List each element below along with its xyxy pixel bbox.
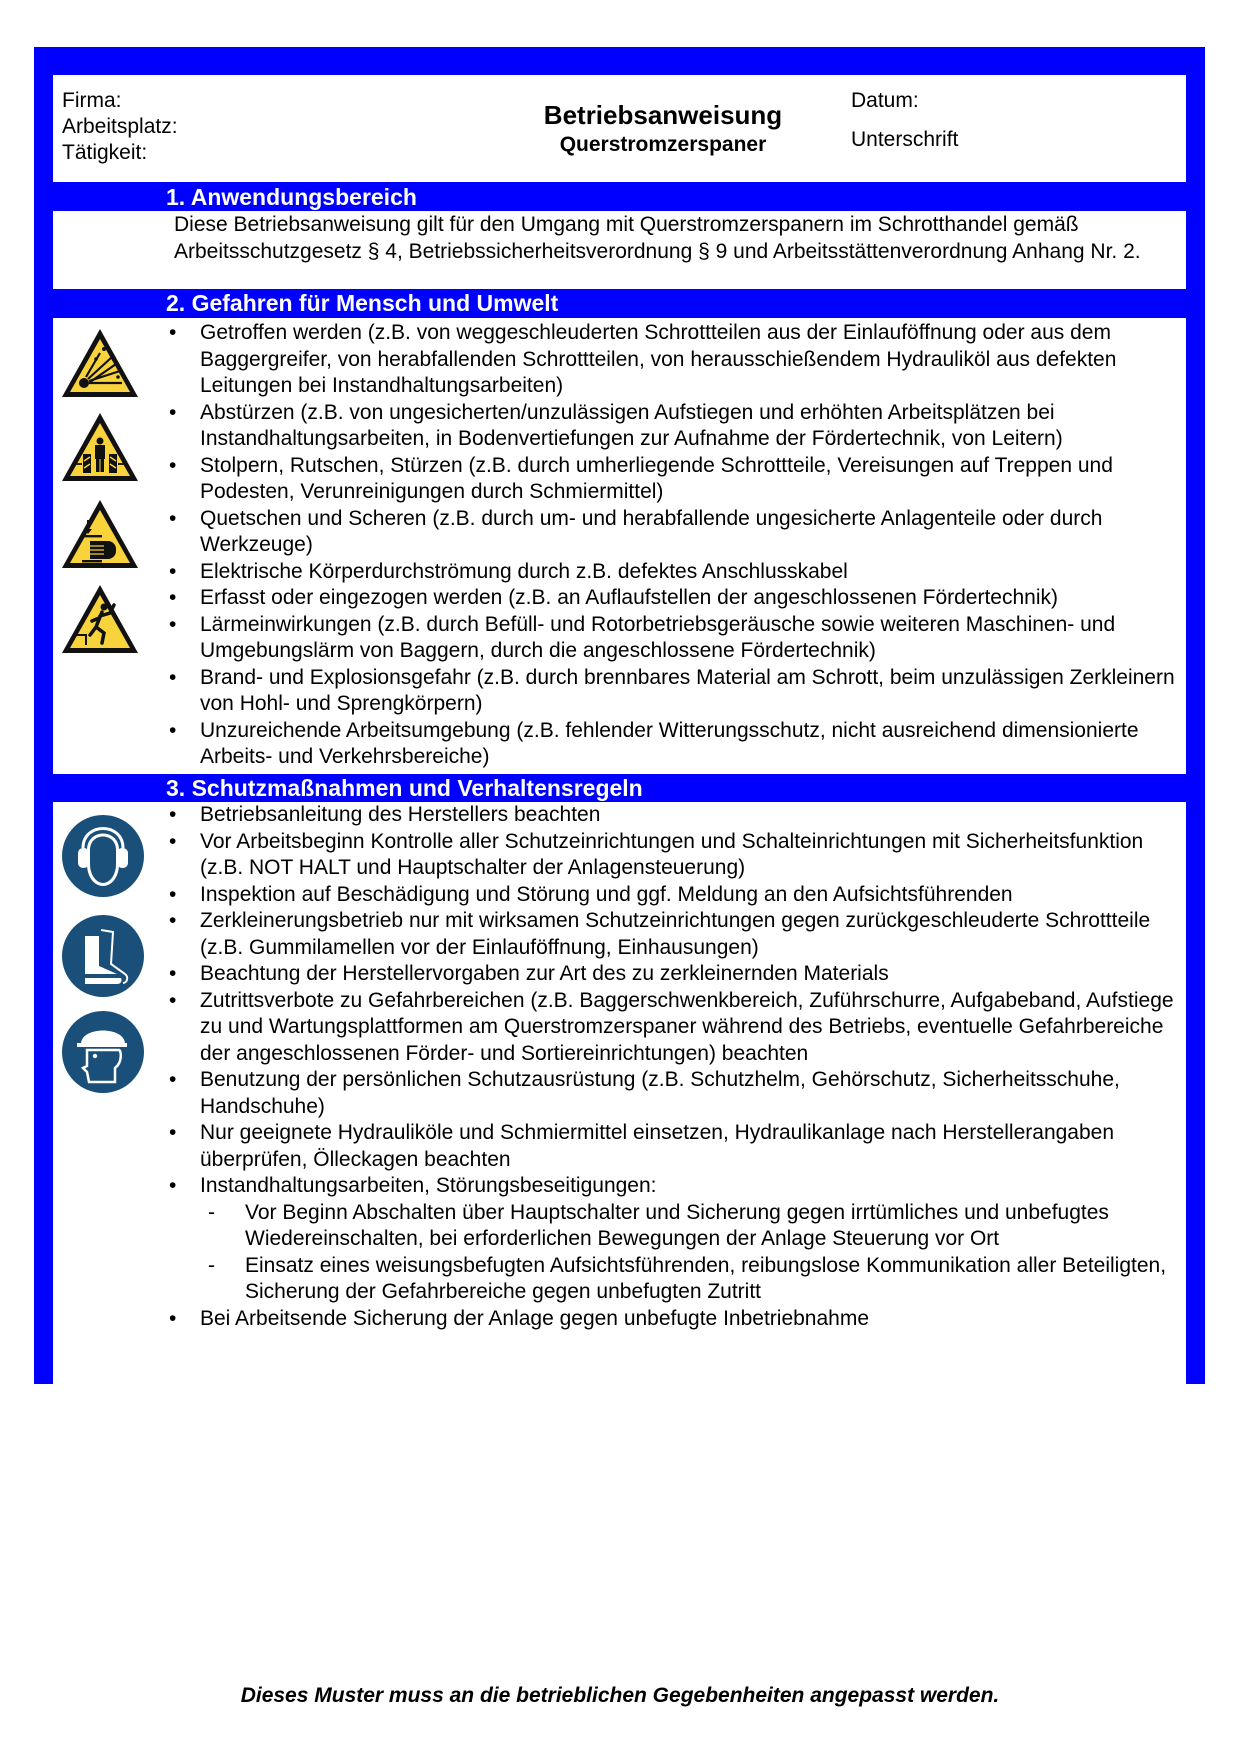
field-datum: Datum: bbox=[851, 89, 919, 112]
bullet-icon: • bbox=[169, 559, 177, 583]
field-arbeitsplatz: Arbeitsplatz: bbox=[62, 115, 178, 138]
header-fields-left bbox=[62, 88, 178, 166]
bullet-icon: • bbox=[169, 612, 177, 636]
bullet-icon: • bbox=[169, 665, 177, 689]
bullet-icon: • bbox=[169, 1121, 177, 1144]
document-subtitle: Querstromzerspaner bbox=[559, 133, 767, 156]
bullet-icon: • bbox=[169, 882, 177, 906]
scope-text: Diese Betriebsanweisung gilt für den Umgang mit Querstromzerspanern im Schrotthandel gemäß Arbeitsschutzgesetz § 4, Betriebssicherheitsverordnung § 9 und Arbeitsstättenverordnung Anhang Nr. 2. bbox=[174, 213, 1141, 263]
safety-boots-icon bbox=[61, 914, 145, 998]
bullet-icon: • bbox=[169, 453, 177, 477]
bullet-icon: • bbox=[169, 506, 177, 530]
hazard-text: Abstürzen (z.B. von ungesicherten/unzulässigen Aufstiegen und erhöhten Arbeitsplätzen bei Instandhaltungsarbeiten, in Bodenvertiefungen zur Aufnahme der Fördertechnik, von Leitern) bbox=[200, 400, 1063, 450]
safety-helmet-icon bbox=[61, 1010, 145, 1094]
section-body-3 bbox=[53, 802, 1186, 1362]
ear-protection-icon bbox=[61, 814, 145, 898]
bullet-icon: • bbox=[169, 321, 177, 344]
hazard-item bbox=[169, 665, 1178, 718]
fall-hazard-warning-icon bbox=[60, 583, 140, 655]
section-heading-3: 3. Schutzmaßnahmen und Verhaltensregeln bbox=[166, 775, 643, 801]
explosive-warning-icon bbox=[60, 327, 140, 399]
measure-item bbox=[169, 961, 1178, 988]
measure-item bbox=[169, 829, 1178, 882]
bullet-icon: • bbox=[169, 718, 177, 742]
bullet-icon: • bbox=[169, 1306, 177, 1330]
hazard-text: Elektrische Körperdurchströmung durch z.B. defektes Anschlusskabel bbox=[200, 559, 848, 583]
dash-icon: - bbox=[208, 1200, 215, 1224]
bullet-icon: • bbox=[169, 829, 177, 853]
hazard-list bbox=[169, 320, 1178, 771]
document-header bbox=[53, 75, 1186, 182]
hazard-text: Getroffen werden (z.B. von weggeschleuderten Schrottteilen aus der Einlauföffnung oder aus dem Baggergreifer, von herabfallenden Schrottteilen, von herausschießendem Hydrauliköl aus defekten Leitungen bei Instandhaltungsarbeiten) bbox=[200, 321, 1117, 397]
measure-text: Betriebsanleitung des Herstellers beachten bbox=[200, 803, 601, 826]
bullet-icon: • bbox=[169, 909, 177, 932]
measure-text: Zerkleinerungsbetrieb nur mit wirksamen Schutzeinrichtungen gegen zurückgeschleuderte Schrottteile (z.B. Gummilamellen vor der Einlauföffnung, Einhausungen) bbox=[200, 909, 1151, 959]
field-firma: Firma: bbox=[62, 89, 122, 112]
maintenance-subitem bbox=[200, 1200, 1178, 1253]
measure-text: Zutrittsverbote zu Gefahrbereichen (z.B. Baggerschwenkbereich, Zuführschurre, Aufgabeband, Aufstiege zu und Wartungsplattformen am Querstromzerspaner während des Betriebs, eventuelle Gefahrbereiche der angeschlossenen Förder- und Sortiereinrichtungen) beachten bbox=[200, 988, 1174, 1065]
bullet-icon: • bbox=[169, 803, 177, 826]
bullet-icon: • bbox=[169, 586, 177, 609]
hazard-text: Brand- und Explosionsgefahr (z.B. durch brennbares Material am Schrott, beim unzulässigen Zerkleinern von Hohl- und Sprengkörpern) bbox=[200, 665, 1175, 715]
hazard-item bbox=[169, 612, 1178, 665]
footer-note: Dieses Muster muss an die betrieblichen Gegebenheiten angepasst werden. bbox=[240, 1684, 1000, 1707]
crushing-warning-icon bbox=[60, 411, 140, 483]
measure-text: Vor Arbeitsbeginn Kontrolle aller Schutzeinrichtungen und Schalteinrichtungen mit Sicherheitsfunktion (z.B. NOT HALT und Hauptschalter der Anlagensteuerung) bbox=[200, 829, 1144, 879]
measure-item bbox=[169, 908, 1178, 961]
section-body-2 bbox=[53, 318, 1186, 774]
hazard-item bbox=[169, 559, 1178, 586]
measure-text: Nur geeignete Hydrauliköle und Schmiermittel einsetzen, Hydraulikanlage nach Herstellerangaben überprüfen, Ölleckagen beachten bbox=[200, 1121, 1115, 1171]
section-body-1 bbox=[53, 211, 1186, 289]
measure-text: Benutzung der persönlichen Schutzausrüstung (z.B. Schutzhelm, Gehörschutz, Sicherheitsschuhe, Handschuhe) bbox=[200, 1068, 1120, 1118]
bullet-icon: • bbox=[169, 1068, 177, 1091]
hazard-text: Unzureichende Arbeitsumgebung (z.B. fehlender Witterungsschutz, nicht ausreichend dimensionierte Arbeits- und Verkehrsbereiche) bbox=[200, 718, 1139, 768]
measure-text: Bei Arbeitsende Sicherung der Anlage gegen unbefugte Inbetriebnahme bbox=[200, 1306, 870, 1330]
field-taetigkeit: Tätigkeit: bbox=[62, 141, 148, 164]
section-heading-2: 2. Gefahren für Mensch und Umwelt bbox=[166, 290, 559, 316]
measure-item bbox=[169, 1173, 1178, 1306]
header-fields-right bbox=[851, 88, 958, 153]
subitem-text: Vor Beginn Abschalten über Hauptschalter und Sicherung gegen irrtümliches und unbefugtes Wiedereinschalten, bei erforderlichen Bewegungen der Anlage Steuerung vor Ort bbox=[245, 1200, 1109, 1250]
field-unterschrift: Unterschrift bbox=[851, 128, 959, 151]
bullet-icon: • bbox=[169, 400, 177, 424]
hazard-item bbox=[169, 320, 1178, 400]
measures-list bbox=[169, 802, 1178, 1332]
hazard-text: Stolpern, Rutschen, Stürzen (z.B. durch umherliegende Schrottteile, Vereisungen auf Treppen und Podesten, Verunreinigungen durch Schmiermittel) bbox=[200, 453, 1113, 503]
bullet-icon: • bbox=[169, 962, 177, 985]
measure-text: Inspektion auf Beschädigung und Störung und ggf. Meldung an den Aufsichtsführenden bbox=[200, 882, 1013, 906]
measure-item bbox=[169, 1306, 1178, 1333]
hazard-item bbox=[169, 506, 1178, 559]
section-heading-1: 1. Anwendungsbereich bbox=[166, 184, 417, 210]
hazard-item bbox=[169, 400, 1178, 453]
header-title-block bbox=[433, 99, 893, 159]
measure-item bbox=[169, 988, 1178, 1068]
hazard-item bbox=[169, 585, 1178, 612]
document-title: Betriebsanweisung bbox=[543, 100, 783, 130]
measure-item bbox=[169, 1067, 1178, 1120]
bullet-icon: • bbox=[169, 988, 177, 1012]
maintenance-subitem bbox=[200, 1253, 1178, 1306]
hazard-item bbox=[169, 718, 1178, 771]
hazard-text: Erfasst oder eingezogen werden (z.B. an Auflaufstellen der angeschlossenen Fördertechnik) bbox=[200, 586, 1059, 609]
hazard-text: Quetschen und Scheren (z.B. durch um- und herabfallende ungesicherte Anlagenteile oder durch Werkzeuge) bbox=[200, 506, 1103, 556]
hand-crushing-warning-icon bbox=[60, 498, 140, 570]
dash-icon: - bbox=[208, 1253, 215, 1277]
hazard-text: Lärmeinwirkungen (z.B. durch Befüll- und Rotorbetriebsgeräusche sowie weiteren Maschinen- und Umgebungslärm von Baggern, durch die angeschlossene Fördertechnik) bbox=[200, 612, 1116, 662]
maintenance-sublist bbox=[200, 1200, 1178, 1306]
measure-item bbox=[169, 882, 1178, 909]
measure-text: Beachtung der Herstellervorgaben zur Art des zu zerkleinernden Materials bbox=[200, 962, 889, 985]
measure-item bbox=[169, 1120, 1178, 1173]
subitem-text: Einsatz eines weisungsbefugten Aufsichtsführenden, reibungslose Kommunikation aller Beteiligten, Sicherung der Gefahrbereiche gegen unbefugten Zutritt bbox=[245, 1253, 1167, 1303]
hazard-item bbox=[169, 453, 1178, 506]
measure-text: Instandhaltungsarbeiten, Störungsbeseitigungen: bbox=[200, 1174, 657, 1197]
bullet-icon: • bbox=[169, 1174, 177, 1197]
measure-item bbox=[169, 802, 1178, 829]
